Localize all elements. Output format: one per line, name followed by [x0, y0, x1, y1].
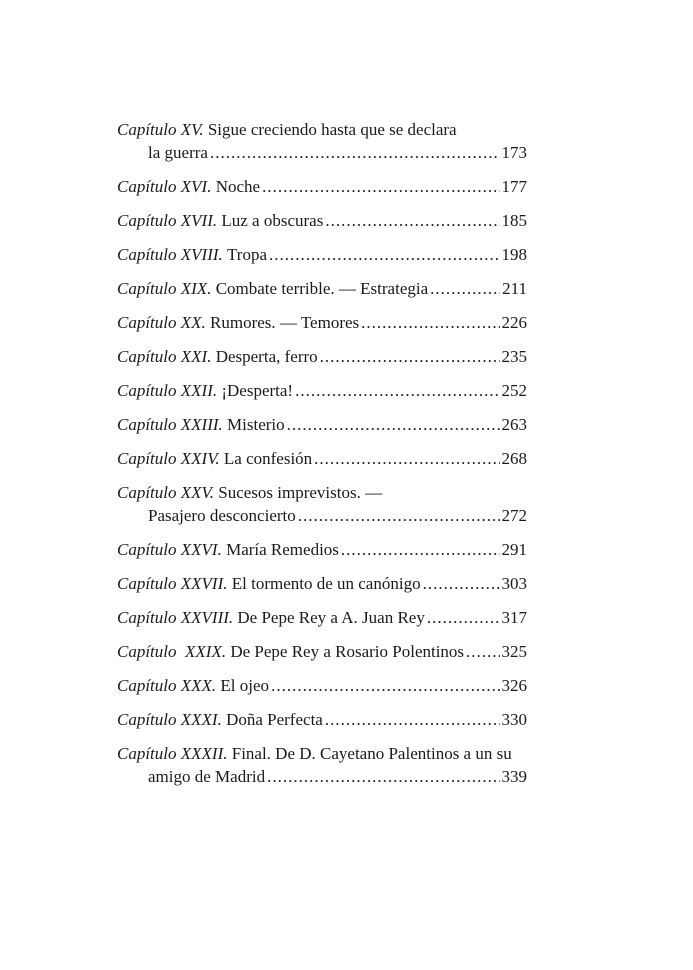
page-number: 325 — [501, 642, 527, 661]
page-number: 235 — [501, 347, 527, 366]
toc-entry[interactable] — [117, 345, 527, 368]
toc-entry[interactable] — [117, 640, 527, 663]
chapter-label: Capítulo XVII. — [117, 211, 218, 230]
dot-leader — [295, 379, 499, 402]
chapter-title: Combate terrible. — Estrategia — [215, 279, 429, 298]
chapter-title: Sigue creciendo hasta que se declara — [207, 120, 457, 139]
chapter-label: Capítulo XXVII. — [117, 574, 228, 593]
dot-leader — [341, 538, 500, 561]
page-number: 177 — [501, 177, 527, 196]
page-number: 291 — [501, 540, 527, 559]
chapter-title: De Pepe Rey a A. Juan Rey — [237, 608, 425, 627]
chapter-title: Desperta, ferro — [215, 347, 318, 366]
toc-entry[interactable] — [117, 118, 527, 164]
chapter-label: Capítulo XXXII. — [117, 744, 228, 763]
dot-leader — [314, 447, 499, 470]
chapter-title: Sucesos imprevistos. — — [218, 483, 383, 502]
toc-entry[interactable] — [117, 538, 527, 561]
toc-entry[interactable] — [117, 606, 527, 629]
toc-entry[interactable] — [117, 572, 527, 595]
dot-leader — [320, 345, 500, 368]
toc-entry[interactable] — [117, 674, 527, 697]
chapter-label: Capítulo XXII. — [117, 381, 218, 400]
page-number: 330 — [501, 710, 527, 729]
toc-entry[interactable] — [117, 277, 527, 300]
chapter-label: Capítulo XIX. — [117, 279, 212, 298]
toc-entry[interactable] — [117, 413, 527, 436]
chapter-title: Noche — [215, 177, 261, 196]
chapter-label: Capítulo XXX. — [117, 676, 217, 695]
page-number: 326 — [501, 676, 527, 695]
page-number: 268 — [501, 449, 527, 468]
dot-leader — [427, 606, 500, 629]
page-number: 272 — [501, 506, 527, 525]
toc-entry[interactable] — [117, 742, 527, 788]
chapter-label: Capítulo XX. — [117, 313, 206, 332]
dot-leader — [269, 243, 499, 266]
toc-entry[interactable] — [117, 311, 527, 334]
toc-entry[interactable] — [117, 708, 527, 731]
chapter-label: Capítulo XXIII. — [117, 415, 223, 434]
page-number: 211 — [502, 279, 527, 298]
dot-leader — [210, 141, 500, 164]
chapter-title: ¡Desperta! — [221, 381, 294, 400]
chapter-label: Capítulo XXVIII. — [117, 608, 234, 627]
dot-leader — [430, 277, 500, 300]
dot-leader — [267, 765, 499, 788]
chapter-label: Capítulo XXVI. — [117, 540, 222, 559]
dot-leader — [361, 311, 499, 334]
page-number: 252 — [501, 381, 527, 400]
page-number: 339 — [501, 767, 527, 786]
dot-leader — [423, 572, 500, 595]
toc-entry[interactable] — [117, 175, 527, 198]
toc-entry[interactable] — [117, 209, 527, 232]
chapter-title: Doña Perfecta — [226, 710, 323, 729]
page-number: 303 — [501, 574, 527, 593]
chapter-label: Capítulo XXIV. — [117, 449, 220, 468]
toc-entry[interactable] — [117, 481, 527, 527]
chapter-label: Capítulo XXV. — [117, 483, 214, 502]
dot-leader — [287, 413, 500, 436]
toc-entry[interactable] — [117, 243, 527, 266]
page-number: 263 — [501, 415, 527, 434]
chapter-title: Luz a obscuras — [221, 211, 324, 230]
chapter-title: La confesión — [223, 449, 313, 468]
chapter-label: Capítulo XVIII. — [117, 245, 223, 264]
table-of-contents — [117, 118, 527, 799]
page-number: 185 — [501, 211, 527, 230]
page-number: 198 — [501, 245, 527, 264]
chapter-title: María Remedios — [226, 540, 339, 559]
page-number: 317 — [501, 608, 527, 627]
dot-leader — [262, 175, 499, 198]
chapter-title-continued: amigo de Madrid — [148, 767, 266, 786]
chapter-label: Capítulo XVI. — [117, 177, 212, 196]
chapter-label: Capítulo XXI. — [117, 347, 212, 366]
chapter-title-continued: la guerra — [148, 143, 208, 162]
chapter-title: El tormento de un canónigo — [231, 574, 421, 593]
chapter-title: De Pepe Rey a Rosario Polentinos — [230, 642, 465, 661]
chapter-label: Capítulo XXIX. — [117, 642, 227, 661]
page-number: 226 — [501, 313, 527, 332]
toc-entry[interactable] — [117, 447, 527, 470]
chapter-label: Capítulo XXXI. — [117, 710, 222, 729]
dot-leader — [271, 674, 499, 697]
page-number: 173 — [501, 143, 527, 162]
chapter-label: Capítulo XV. — [117, 120, 204, 139]
chapter-title: El ojeo — [220, 676, 270, 695]
dot-leader — [325, 708, 500, 731]
chapter-title: Final. De D. Cayetano Palentinos a un su — [231, 744, 512, 763]
chapter-title: Tropa — [227, 245, 268, 264]
toc-entry[interactable] — [117, 379, 527, 402]
chapter-title-continued: Pasajero desconcierto — [148, 506, 296, 525]
chapter-title: Misterio — [227, 415, 285, 434]
chapter-title: Rumores. — Temores — [210, 313, 360, 332]
dot-leader — [325, 209, 499, 232]
dot-leader — [298, 504, 500, 527]
dot-leader — [466, 640, 499, 663]
